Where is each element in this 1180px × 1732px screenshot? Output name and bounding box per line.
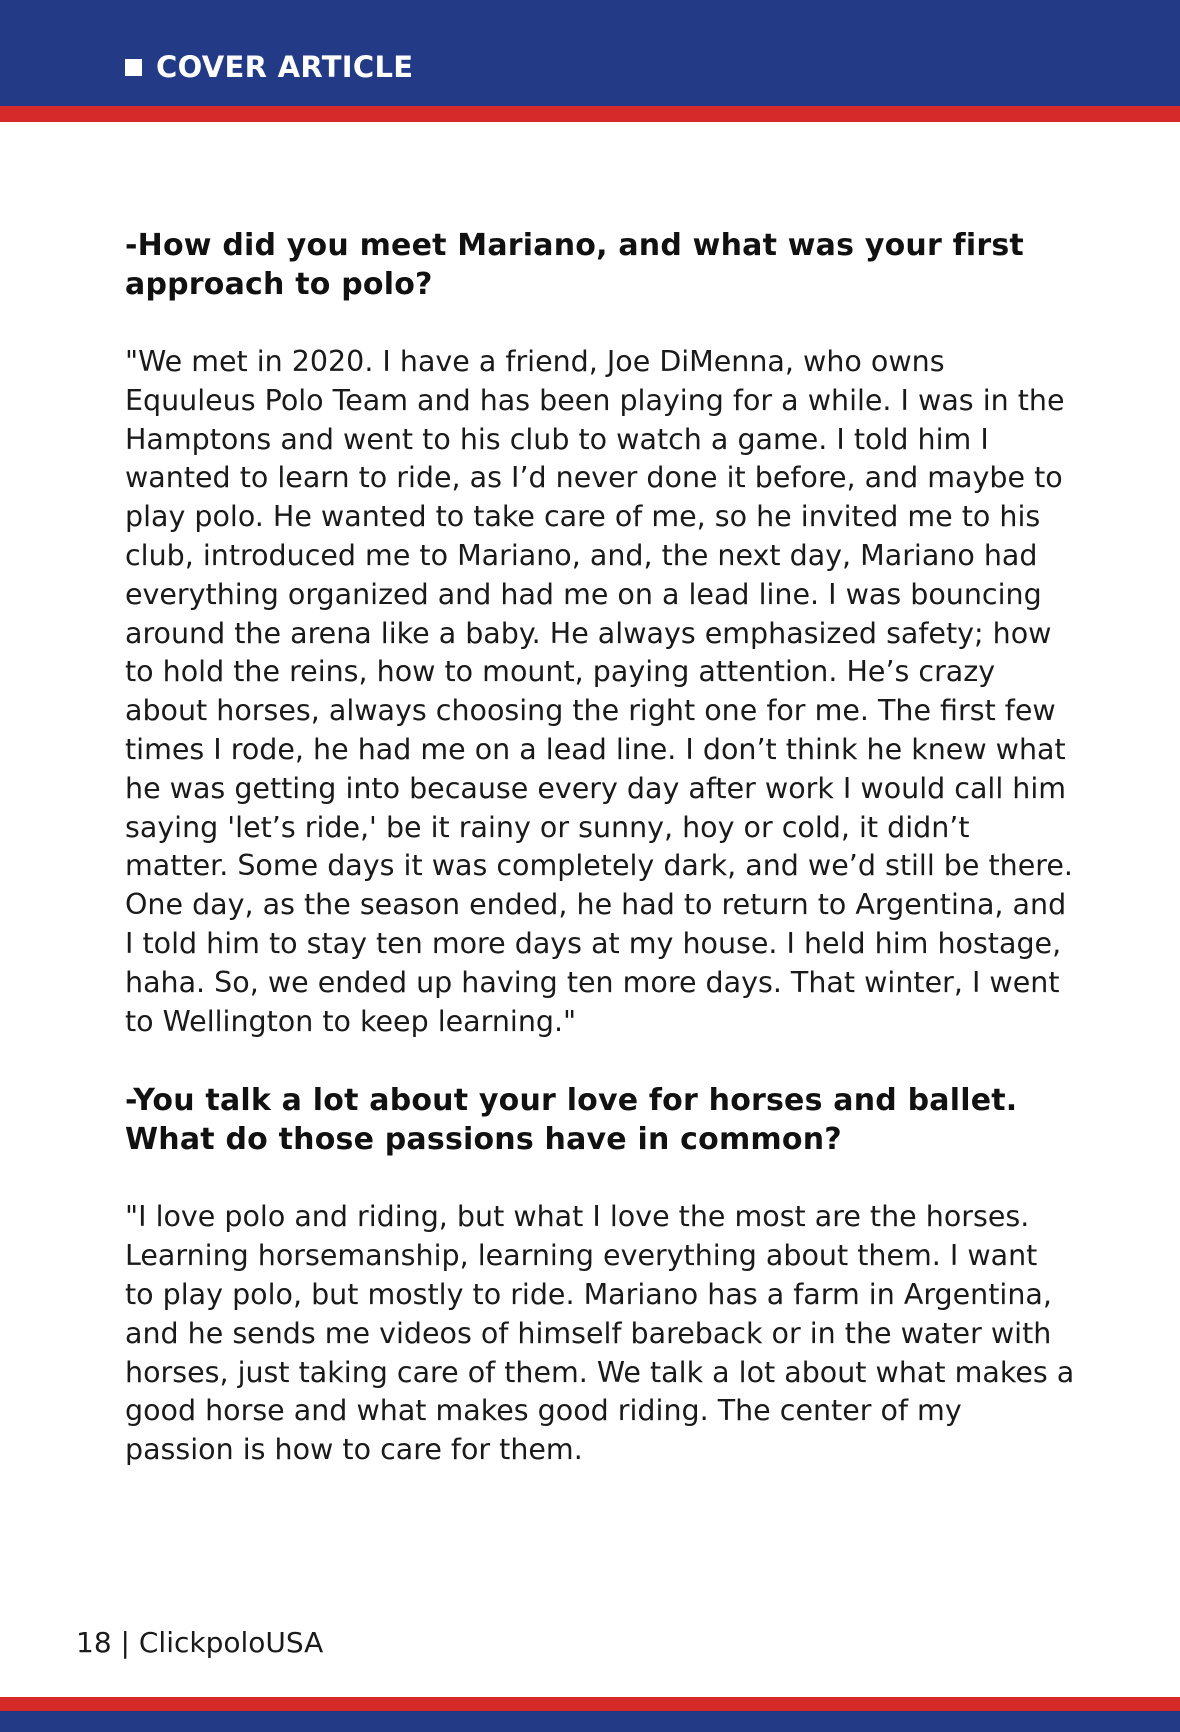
answer-1: "We met in 2020. I have a friend, Joe DiMenna, who owns Equuleus Polo Team and has been playing for a while. I was in the Hamptons and went to his club to watch a game. I told him I wanted to learn to ride, as I’d never done it before, and maybe to play polo. He wanted to take care of me, so he invited me to his club, introduced me to Mariano, and, the next day, Mariano had everything organized and had me on a lead line. I was bouncing around the arena like a baby. He always emphasized safety; how to hold the reins, how to mount, paying attention. He’s crazy about horses, always choosing the right one for me. The first few times I rode, he had me on a lead line. I don’t think he knew what he was getting into because every day after work I would call him saying 'let’s ride,' be it rainy or sunny, hoy or cold, it didn’t matter. Some days it was completely dark, and we’d still be there. One day, as the season ended, he had to return to Argentina, and I told him to stay ten more days at my house. I held him hostage, haha. So, we ended up having ten more days. That winter, I went to Wellington to keep learning."	[125, 345, 1073, 1038]
question-2: -You talk a lot about your love for horses and ballet. What do those passions have in common?	[125, 1083, 1018, 1158]
article-body	[125, 226, 1075, 1510]
square-icon	[125, 59, 142, 76]
footer-band	[0, 1711, 1180, 1732]
section-label-text: COVER ARTICLE	[156, 50, 414, 84]
footer-red-stripe	[0, 1697, 1180, 1711]
page-footer: 18 | ClickpoloUSA	[76, 1626, 324, 1659]
answer-2: "I love polo and riding, but what I love the most are the horses. Learning horsemanship, learning everything about them. I want to play polo, but mostly to ride. Mariano has a farm in Argentina, and he sends me videos of himself bareback or in the water with horses, just taking care of them. We talk a lot about what makes a good horse and what makes good riding. The center of my passion is how to care for them.	[125, 1200, 1075, 1467]
question-1: -How did you meet Mariano, and what was your first approach to polo?	[125, 228, 1024, 302]
section-label	[125, 50, 413, 84]
header-red-stripe	[0, 106, 1180, 122]
